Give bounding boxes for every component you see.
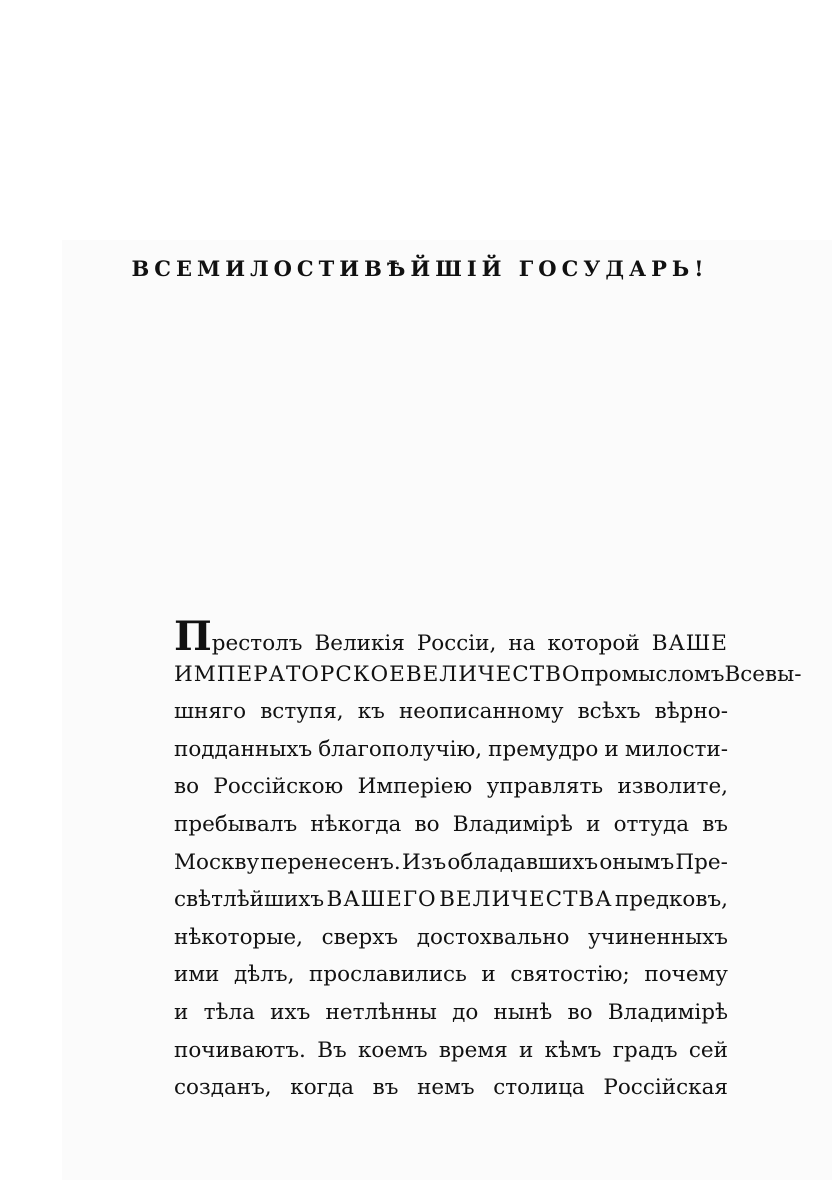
word: и [586,811,601,837]
text-line [174,881,728,919]
word: ВАШЕ [651,631,728,656]
word: градъ [612,1037,678,1063]
word: нѣкоторые, [174,924,303,950]
word: Пре- [675,849,728,875]
text-line [174,956,728,994]
word: немъ [417,1075,475,1101]
word: Владимірѣ [607,999,728,1025]
text-line [174,919,728,957]
word: ВАШЕГО [326,887,437,913]
word: Всевы- [724,661,802,687]
word: коемъ [357,1037,428,1063]
body-text [174,613,802,1107]
word: кѣмъ [544,1037,602,1063]
word: учиненныхъ [588,924,728,950]
word: благополучію, [318,736,483,762]
word: Россіи, [416,631,497,656]
word: обладавшихъ [447,849,599,875]
word: Въ [317,1037,347,1063]
word: всѣхъ [577,699,641,725]
word: ими [174,962,220,988]
word: пребывалъ [174,811,298,837]
word: ВЕЛИЧЕСТВО [405,661,581,687]
word: подданныхъ [174,736,313,762]
word: прославились [309,962,467,988]
word: святостію; [510,962,630,988]
word: и [604,736,619,762]
word: предковъ, [614,887,728,913]
word: созданъ, [174,1075,272,1101]
word: почиваютъ. [174,1037,306,1063]
word: свѣтлѣйшихъ [174,887,325,913]
word: сей [688,1037,728,1063]
word: Россійскою [213,774,344,800]
word: Изъ [401,849,447,875]
word: управлять [486,774,604,800]
text-line [174,844,728,882]
word: Россійская [603,1075,728,1101]
word: ихъ [270,999,311,1025]
word: въ [702,811,728,837]
word: Москву [174,849,260,875]
text-line [174,731,728,769]
word: премудро [488,736,599,762]
text-line [174,994,728,1032]
text-line [174,613,728,660]
word: нетлѣнны [325,999,437,1025]
word: вступя, [260,699,344,725]
text-line [174,768,728,806]
word: Владимірѣ [452,811,573,837]
word: изволите, [617,774,728,800]
word: тѣла [203,999,255,1025]
word: которой [547,631,640,656]
word: достохвально [416,924,570,950]
word: неописанному [398,699,564,725]
word: время [438,1037,508,1063]
word: милости- [624,736,728,762]
word: Великія [314,631,405,656]
word: сверхъ [321,924,399,950]
word: промысломъ [580,661,725,687]
word: Имперіею [357,774,473,800]
word: Престолъ [174,613,303,660]
word: почему [644,962,728,988]
word: и [519,1037,534,1063]
word: когда [290,1075,354,1101]
page-heading: ВСЕМИЛОСТИВѢЙШІЙ ГОСУДАРЬ! [131,256,709,281]
word: во [414,811,440,837]
word: столица [493,1075,585,1101]
word: во [567,999,593,1025]
word: къ [357,699,385,725]
word: во [174,774,200,800]
text-line [174,1069,728,1107]
word: оттуда [613,811,690,837]
word: нынѣ [493,999,553,1025]
word: онымъ [599,849,675,875]
word: нѣкогда [310,811,402,837]
word: шняго [174,699,247,725]
word: на [508,631,536,656]
word: въ [372,1075,399,1101]
word: вѣрно- [654,699,728,725]
word: и [481,962,496,988]
word: ИМПЕРАТОРСКОЕ [174,661,406,687]
text-line [174,693,728,731]
word: дѣлъ, [234,962,295,988]
word: перенесенъ. [260,849,401,875]
word: и [174,999,189,1025]
word: до [452,999,479,1025]
text-line [174,656,802,694]
text-line [174,806,728,844]
word: ВЕЛИЧЕСТВА [439,887,613,913]
text-line [174,1032,728,1070]
